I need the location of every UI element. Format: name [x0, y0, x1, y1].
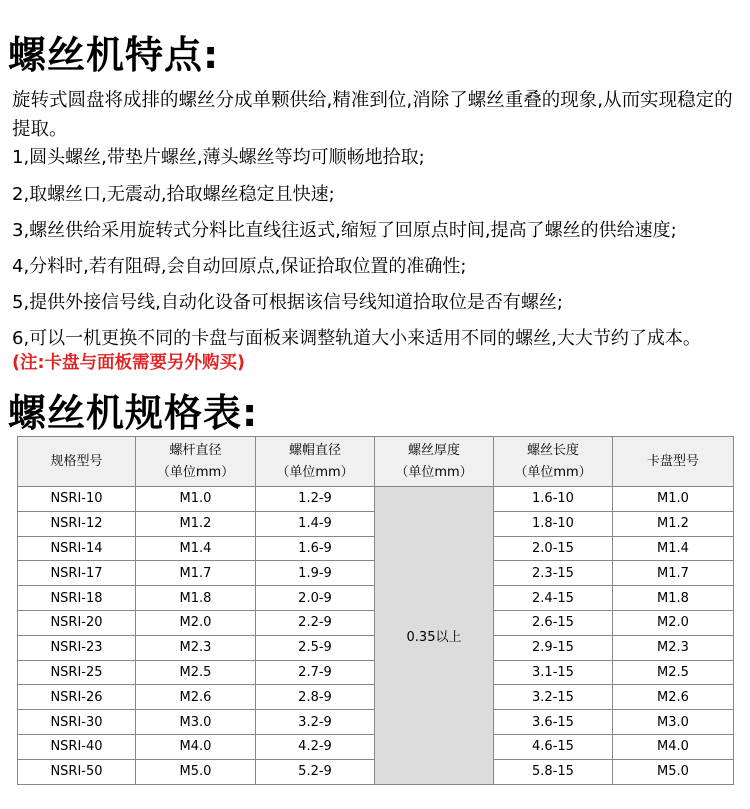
cell-length: 4.6-15 [494, 734, 613, 759]
cell-chuck-model: M2.6 [613, 685, 734, 710]
cell-chuck-model: M1.7 [613, 561, 734, 586]
header-cap-diameter: 螺帽直径 （单位mm） [256, 437, 375, 487]
feature-item-3: 3,螺丝供给采用旋转式分料比直线往返式,缩短了回原点时间,提高了螺丝的供给速度; [12, 220, 677, 241]
cell-rod-diameter: M4.0 [136, 734, 256, 759]
cell-model: NSRI-26 [18, 685, 136, 710]
cell-chuck-model: M1.0 [613, 487, 734, 512]
cell-rod-diameter: M2.5 [136, 660, 256, 685]
cell-cap-diameter: 1.9-9 [256, 561, 375, 586]
cell-rod-diameter: M1.2 [136, 511, 256, 536]
spec-table [17, 436, 734, 785]
cell-length: 2.0-15 [494, 536, 613, 561]
feature-item-1: 1,圆头螺丝,带垫片螺丝,薄头螺丝等均可顺畅地拾取; [12, 147, 425, 168]
cell-rod-diameter: M3.0 [136, 710, 256, 735]
cell-rod-diameter: M1.8 [136, 586, 256, 611]
cell-length: 2.6-15 [494, 610, 613, 635]
cell-chuck-model: M2.3 [613, 635, 734, 660]
cell-chuck-model: M1.4 [613, 536, 734, 561]
cell-length: 1.6-10 [494, 487, 613, 512]
cell-rod-diameter: M2.6 [136, 685, 256, 710]
cell-chuck-model: M2.0 [613, 610, 734, 635]
cell-cap-diameter: 2.2-9 [256, 610, 375, 635]
cell-model: NSRI-12 [18, 511, 136, 536]
cell-cap-diameter: 2.7-9 [256, 660, 375, 685]
feature-item-4: 4,分料时,若有阻碍,会自动回原点,保证拾取位置的准确性; [12, 256, 467, 277]
cell-cap-diameter: 2.8-9 [256, 685, 375, 710]
cell-length: 3.2-15 [494, 685, 613, 710]
cell-model: NSRI-18 [18, 586, 136, 611]
cell-length: 3.6-15 [494, 710, 613, 735]
cell-rod-diameter: M1.0 [136, 487, 256, 512]
cell-model: NSRI-10 [18, 487, 136, 512]
header-thickness: 螺丝厚度 （单位mm） [375, 437, 494, 487]
cell-length: 5.8-15 [494, 759, 613, 784]
cell-model: NSRI-20 [18, 610, 136, 635]
cell-length: 3.1-15 [494, 660, 613, 685]
cell-chuck-model: M1.2 [613, 511, 734, 536]
header-model: 规格型号 [18, 437, 136, 487]
cell-model: NSRI-40 [18, 734, 136, 759]
cell-cap-diameter: 2.5-9 [256, 635, 375, 660]
spec-header-row [18, 437, 734, 487]
cell-length: 2.3-15 [494, 561, 613, 586]
cell-model: NSRI-30 [18, 710, 136, 735]
cell-model: NSRI-23 [18, 635, 136, 660]
cell-cap-diameter: 1.6-9 [256, 536, 375, 561]
header-length: 螺丝长度 （单位mm） [494, 437, 613, 487]
cell-rod-diameter: M2.3 [136, 635, 256, 660]
purchase-note: (注:卡盘与面板需要另外购买) [12, 353, 245, 373]
cell-cap-diameter: 1.4-9 [256, 511, 375, 536]
table-row [18, 487, 734, 512]
cell-length: 2.9-15 [494, 635, 613, 660]
spec-title: 螺丝机规格表: [8, 391, 259, 435]
cell-chuck-model: M2.5 [613, 660, 734, 685]
cell-cap-diameter: 3.2-9 [256, 710, 375, 735]
cell-rod-diameter: M1.4 [136, 536, 256, 561]
feature-item-5: 5,提供外接信号线,自动化设备可根据该信号线知道拾取位是否有螺丝; [12, 292, 563, 313]
feature-item-6: 6,可以一机更换不同的卡盘与面板来调整轨道大小来适用不同的螺丝,大大节约了成本。 [12, 328, 701, 349]
cell-chuck-model: M1.8 [613, 586, 734, 611]
features-intro: 旋转式圆盘将成排的螺丝分成单颗供给,精准到位,消除了螺丝重叠的现象,从而实现稳定的提取。 [12, 90, 733, 140]
cell-chuck-model: M5.0 [613, 759, 734, 784]
cell-cap-diameter: 4.2-9 [256, 734, 375, 759]
cell-model: NSRI-17 [18, 561, 136, 586]
cell-cap-diameter: 2.0-9 [256, 586, 375, 611]
cell-cap-diameter: 5.2-9 [256, 759, 375, 784]
cell-chuck-model: M3.0 [613, 710, 734, 735]
cell-model: NSRI-50 [18, 759, 136, 784]
header-chuck-model: 卡盘型号 [613, 437, 734, 487]
feature-item-2: 2,取螺丝口,无震动,拾取螺丝稳定且快速; [12, 184, 335, 205]
cell-rod-diameter: M2.0 [136, 610, 256, 635]
cell-thickness-merged: 0.35以上 [375, 487, 494, 785]
cell-chuck-model: M4.0 [613, 734, 734, 759]
cell-model: NSRI-14 [18, 536, 136, 561]
cell-rod-diameter: M1.7 [136, 561, 256, 586]
cell-rod-diameter: M5.0 [136, 759, 256, 784]
header-rod-diameter: 螺杆直径 （单位mm） [136, 437, 256, 487]
cell-model: NSRI-25 [18, 660, 136, 685]
features-title: 螺丝机特点: [8, 33, 220, 77]
cell-length: 2.4-15 [494, 586, 613, 611]
cell-cap-diameter: 1.2-9 [256, 487, 375, 512]
cell-length: 1.8-10 [494, 511, 613, 536]
